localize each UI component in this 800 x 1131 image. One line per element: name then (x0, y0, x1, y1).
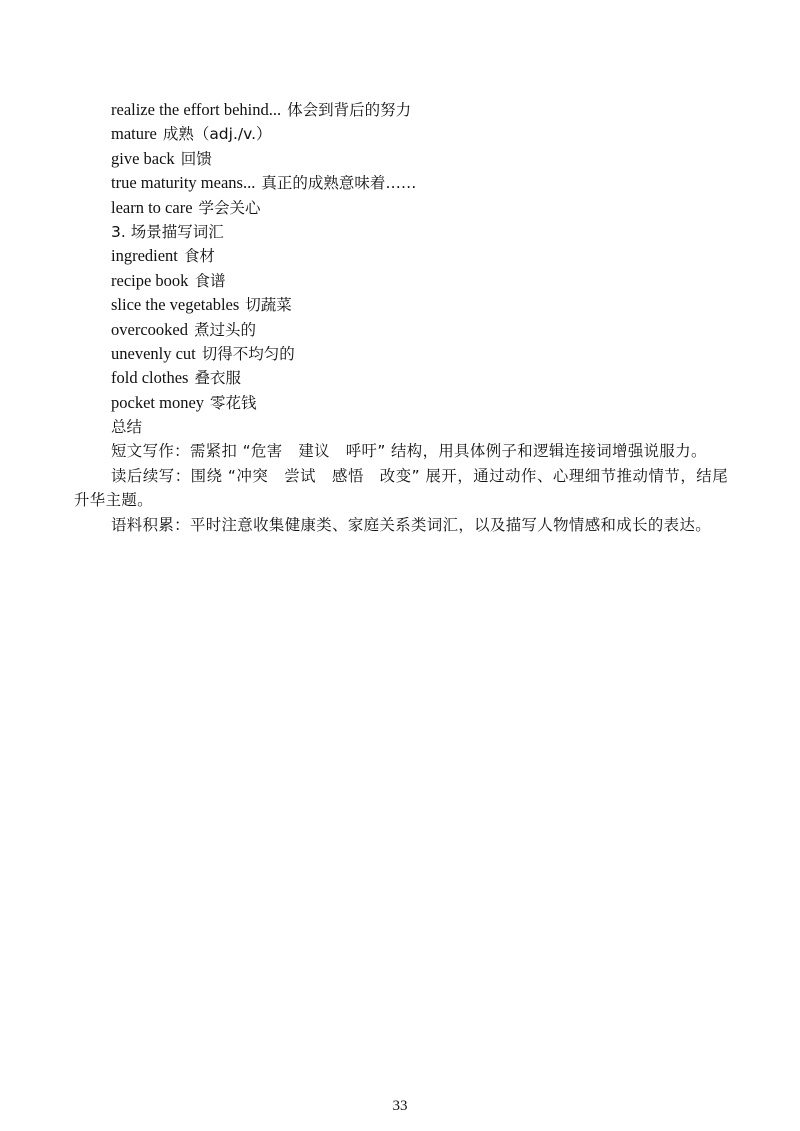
summary-paragraph-accumulation: 语料积累：平时注意收集健康类、家庭关系类词汇，以及描写人物情感和成长的表达。 (111, 515, 712, 534)
vocab-line (74, 196, 728, 220)
vocab-english: give back (111, 148, 175, 168)
summary-heading: 总结 (111, 418, 143, 437)
vocab-chinese: 零花钱 (210, 393, 257, 412)
section-3-heading: 3. 场景描写词汇 (111, 222, 224, 241)
scene-vocab-line (74, 318, 728, 342)
vocab-chinese: 回馈 (180, 149, 212, 168)
vocab-chinese: 真正的成熟意味着…… (261, 174, 417, 193)
vocab-english: ingredient (111, 246, 178, 266)
vocab-line (74, 98, 728, 122)
scene-vocab-line (74, 366, 728, 390)
vocab-line (74, 171, 728, 195)
vocab-english: slice the vegetables (111, 295, 240, 315)
vocab-line (74, 147, 728, 171)
summary-paragraph-continuation: 读后续写：围绕 “冲突 尝试 感悟 改变” 展开，通过动作、心理细节推动情节，结尾升华主题。 (74, 466, 728, 510)
vocab-english: pocket money (111, 392, 205, 412)
vocab-english: fold clothes (111, 368, 189, 388)
scene-vocab-line (74, 244, 728, 268)
vocab-chinese: 体会到背后的努力 (287, 101, 412, 119)
scene-vocab-line (74, 342, 728, 366)
summary-paragraph-writing: 短文写作：需紧扣 “危害 建议 呼吁” 结构，用具体例子和逻辑连接词增强说服力。 (111, 442, 707, 461)
scene-vocab-line (74, 391, 728, 415)
vocab-chinese: 食谱 (194, 271, 226, 290)
vocab-english: true maturity means... (111, 173, 256, 193)
vocab-english: mature (111, 124, 157, 144)
scene-vocab-line (74, 293, 728, 317)
vocab-chinese: 切得不均匀的 (201, 344, 295, 363)
vocab-english: learn to care (111, 197, 193, 217)
vocab-line (74, 122, 728, 146)
page-number: 33 (392, 1098, 408, 1114)
summary-heading-line (74, 415, 728, 439)
vocab-chinese: 切蔬菜 (245, 296, 292, 315)
vocab-english: recipe book (111, 270, 189, 290)
vocab-chinese: 成熟（adj./v.） (162, 125, 272, 144)
vocab-english: realize the effort behind... (111, 100, 282, 119)
vocab-chinese: 煮过头的 (193, 320, 256, 339)
vocab-chinese: 食材 (183, 247, 215, 266)
vocab-english: overcooked (111, 319, 188, 339)
vocab-chinese: 学会关心 (198, 198, 261, 217)
page-content (74, 98, 728, 537)
scene-vocab-line (74, 269, 728, 293)
vocab-chinese: 叠衣服 (194, 369, 241, 388)
vocab-english: unevenly cut (111, 343, 196, 363)
section-heading (74, 220, 728, 244)
